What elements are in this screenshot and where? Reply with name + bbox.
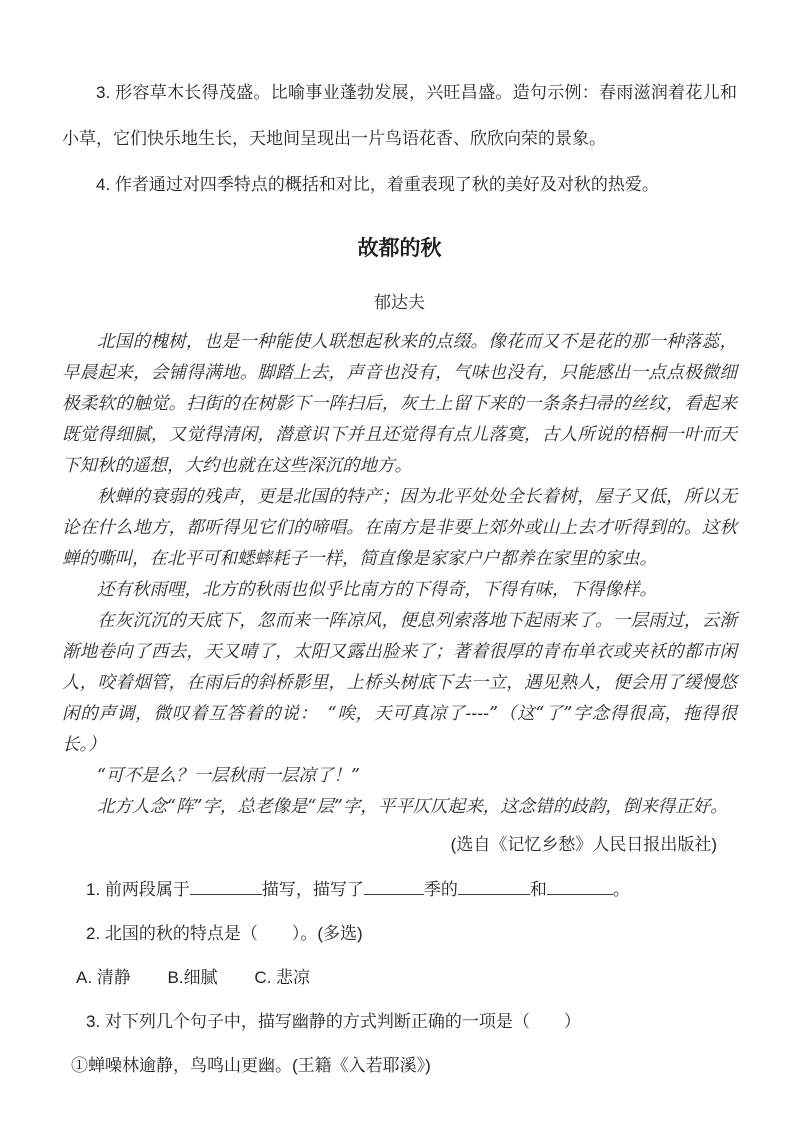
option-c: C. 悲凉 (254, 968, 311, 987)
article-paragraph-5: “可不是么？一层秋雨一层凉了！” (97, 766, 360, 786)
intro-answers (62, 70, 737, 208)
option-b: B.细腻 (167, 968, 218, 987)
article-paragraph-6: 北方人念“阵”字，总老像是“层”字，平平仄仄起来，这念错的歧韵，倒来得正好。 (97, 797, 728, 817)
question-3-item-1: ①蝉噪林逾静，鸟鸣山更幽。(王籍《入若耶溪》) (71, 1056, 431, 1075)
article-paragraph-1: 北国的槐树，也是一种能使人联想起秋来的点缀。像花而又不是花的那一种落蕊，早晨起来，会铺得满地。脚踏上去，声音也没有，气味也没有，只能感出一点点极微细极柔软的触觉。扫街的在树影下一阵扫后，灰土上留下来的一条条扫帚的丝纹，看起来既觉得细腻，又觉得清闲，潜意识下并且还觉得有点儿落寞，古人所说的梧桐一叶而天下知秋的遥想，大约也就在这些深沉的地方。 (62, 332, 737, 476)
article-paragraph-4: 在灰沉沉的天底下，忽而来一阵凉风，便息列索落地下起雨来了。一层雨过，云渐渐地卷向了西去，天又晴了，太阳又露出脸来了；著着很厚的青布单衣或夹袄的都市闲人，咬着烟管，在雨后的斜桥影里，上桥头树底下去一立，遇见熟人，便会用了缓慢悠闲的声调，微叹着互答着的说： “唉，天可真凉了----”（这“了”字念得很高，拖得很长。） (62, 611, 737, 755)
source-attribution: (选自《记忆乡愁》人民日报出版社) (450, 835, 717, 854)
intro-item-3: 3. 形容草木长得茂盛。比喻事业蓬勃发展，兴旺昌盛。造句示例：春雨滋润着花儿和小草，它们快乐地生长，天地间呈现出一片鸟语花香、欣欣向荣的景象。 (62, 83, 737, 148)
answer-blank-2 (364, 878, 424, 895)
article-title: 故都的秋 (357, 237, 442, 260)
question-1-text-5: 。 (612, 880, 630, 899)
article-paragraph-3: 还有秋雨哩，北方的秋雨也似乎比南方的下得奇，下得有味，下得像样。 (97, 580, 657, 600)
article-author: 郁达夫 (374, 293, 425, 312)
question-2: 2. 北国的秋的特点是（ ）。(多选) (86, 924, 363, 943)
question-1-text-2: 描写，描写了 (261, 880, 364, 899)
answer-blank-3 (458, 878, 530, 895)
intro-item-4: 4. 作者通过对四季特点的概括和对比，着重表现了秋的美好及对秋的热爱。 (96, 175, 659, 194)
question-1 (62, 876, 737, 903)
article-body (62, 327, 737, 823)
answer-blank-1 (190, 878, 262, 895)
option-a: A. 清静 (76, 968, 131, 987)
question-2-options (62, 964, 737, 991)
question-1-text-1: 1. 前两段属于 (86, 880, 190, 899)
article-paragraph-2: 秋蝉的衰弱的残声，更是北国的特产；因为北平处处全长着树，屋子又低，所以无论在什么地方，都听得见它们的啼唱。在南方是非要上郊外或山上去才听得到的。这秋蝉的嘶叫，在北平可和蟋蟀耗子一样，简直像是家家户户都养在家里的家虫。 (62, 487, 737, 569)
question-1-text-4: 和 (529, 880, 547, 899)
questions-section (62, 876, 737, 1079)
answer-blank-4 (547, 878, 613, 895)
question-1-text-3: 季的 (423, 880, 458, 899)
question-3: 3. 对下列几个句子中，描写幽静的方式判断正确的一项是（ ） (86, 1012, 581, 1031)
